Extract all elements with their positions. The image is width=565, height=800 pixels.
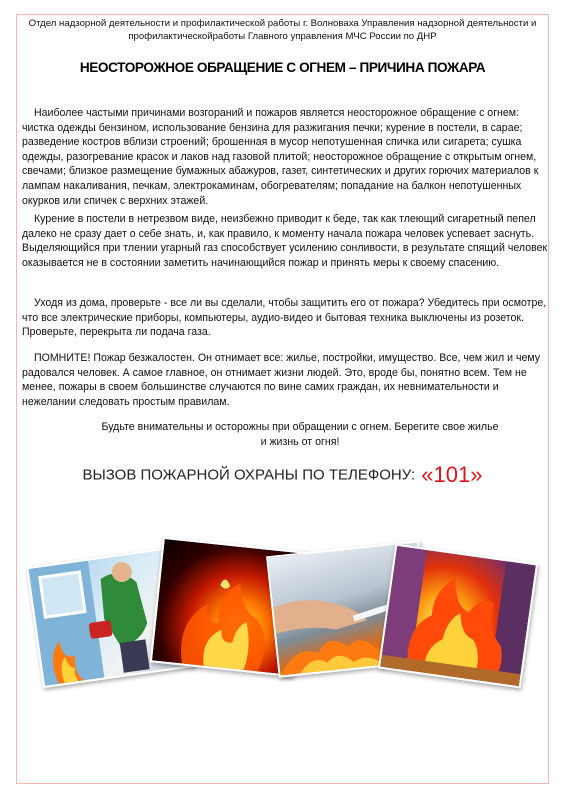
photo-curtain-fire	[378, 544, 538, 689]
emergency-call	[22, 462, 543, 488]
paragraph-smoking: Курение в постели в нетрезвом виде, неизбежно приводит к беде, так как тлеющий сигаретный пепел далеко не сразу дает о себе знать, и, как правило, к моменту начала пожара человек успевает заснуть. Выделяющийся при тлении угарный газ способствует усилению сонливости, в результате спящий человек оказывается не в состоянии заметить начинающийся пожар и принять меры к своему спасению.	[22, 213, 548, 269]
curtain-fire-illustration	[380, 546, 536, 686]
emergency-call-text: ВЫЗОВ ПОЖАРНОЙ ОХРАНЫ ПО ТЕЛЕФОНУ:	[82, 466, 420, 484]
paragraph-causes: Наиболее частыми причинами возгораний и пожаров является неосторожное обращение с огнем: чистка одежды бензином, использование бензина для разжигания печки; курение в постели, в сарае; разведение костров вблизи строений; брошенная в мусор непотушенная спичка или сигарета; сушка одежды, разогревание красок и лаков над газовой плитой; неосторожное обращение с открытым огнем, свечами; близкое размещение бумажных абажуров, газет, синтетических и других горючих материалов к лампам накаливания, печкам, электрокаминам, обогревателям; попадание на балкон непотушенных окурков или спичек с верхних этажей.	[22, 107, 539, 207]
page-title: НЕОСТОРОЖНОЕ ОБРАЩЕНИЕ С ОГНЕМ – ПРИЧИНА ПОЖАРА	[79, 60, 486, 75]
closing-line-2: и жизнь от огня!	[260, 435, 340, 448]
closing-appeal	[80, 420, 520, 449]
closing-line-1: Будьте внимательны и осторожны при обращении с огнем. Берегите свое жилье	[101, 421, 499, 433]
emergency-number: «101»	[421, 462, 483, 487]
paragraph-leaving-home: Уходя из дома, проверьте - все ли вы сделали, чтобы защитить его от пожара? Убедитесь при осмотре, что все электрические приборы, компьютеры, аудио-видео и бытовая техника выключены из розеток. Проверьте, перекрыта ли подача газа.	[22, 297, 547, 339]
department-header: Отдел надзорной деятельности и профилактической работы г. Волноваха Управления надзорной деятельности и профилактическойработы Главного управления МЧС России по ДНР	[28, 18, 537, 42]
paragraph-remember: ПОМНИТЕ! Пожар безжалостен. Он отнимает все: жилье, постройки, имущество. Все, чем жил и чему радовался человек. А самое главное, он отнимает жизни людей. Это, вроде бы, понятно всем. Тем не менее, пожары в своем большинстве случаются по вине самих граждан, их невнимательности и нежелании следовать простым правилам.	[22, 352, 541, 408]
